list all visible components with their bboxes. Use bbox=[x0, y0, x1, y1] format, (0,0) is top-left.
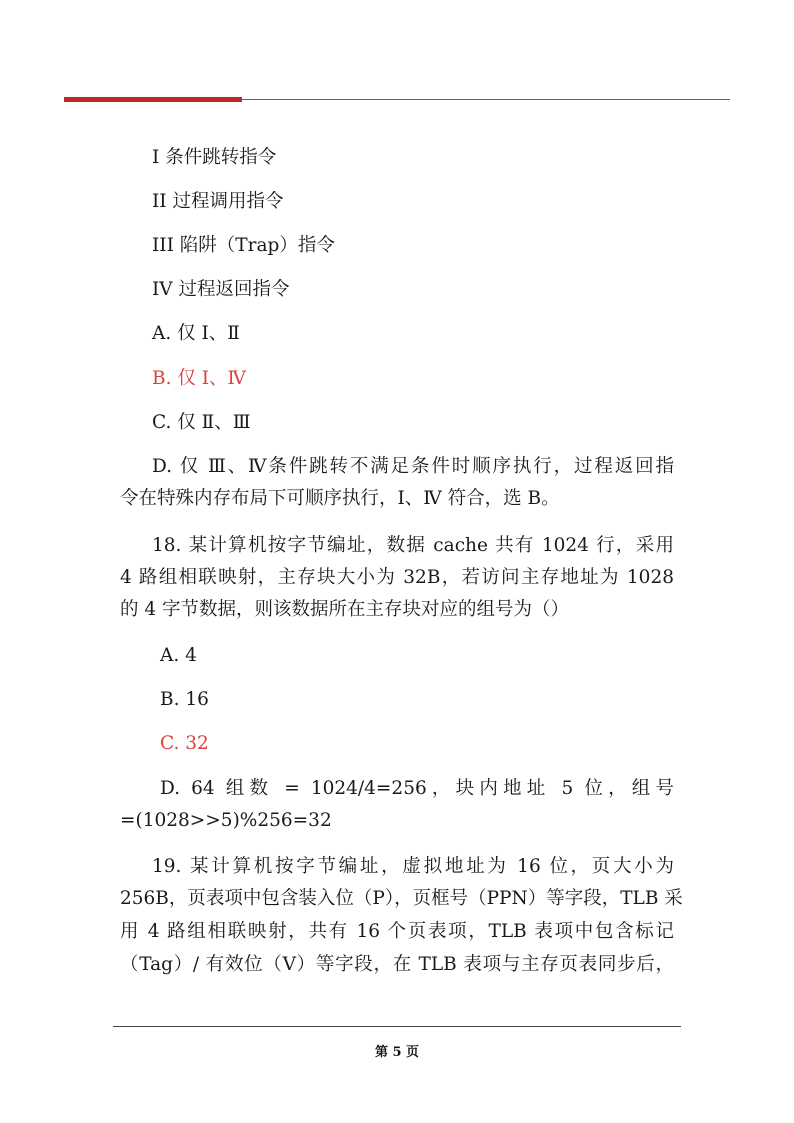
option-a: A. 仅 Ⅰ、Ⅱ bbox=[152, 323, 240, 344]
q18-option-b: B. 16 bbox=[160, 689, 209, 710]
statement-item-2: II 过程调用指令 bbox=[152, 191, 284, 212]
question-19-line2: 256B，页表项中包含装入位（P），页框号（PPN）等字段，TLB 采 bbox=[120, 888, 683, 909]
q18-option-d-explanation-line2: =(1028>>5)%256=32 bbox=[120, 810, 332, 831]
question-19-line3: 用 4 路组相联映射，共有 16 个页表项，TLB 表项中包含标记 bbox=[120, 921, 674, 942]
q18-option-d-explanation-line1: D. 64 组数 = 1024/4=256，块内地址 5 位，组号 bbox=[160, 778, 674, 799]
option-b-answer: B. 仅 Ⅰ、Ⅳ bbox=[152, 368, 247, 389]
statement-item-1: I 条件跳转指令 bbox=[152, 147, 277, 168]
header-rule bbox=[242, 99, 730, 100]
page-number: 第 5 页 bbox=[374, 1045, 420, 1060]
question-18-line2: 4 路组相联映射，主存块大小为 32B，若访问主存地址为 1028 bbox=[120, 567, 674, 588]
option-c: C. 仅 Ⅱ、Ⅲ bbox=[152, 412, 251, 433]
option-d-explanation-line1: D. 仅 Ⅲ、Ⅳ条件跳转不满足条件时顺序执行，过程返回指 bbox=[152, 456, 674, 477]
question-18-line1: 18. 某计算机按字节编址，数据 cache 共有 1024 行，采用 bbox=[152, 535, 674, 556]
question-19-line4: （Tag）/ 有效位（V）等字段，在 TLB 表项与主存页表同步后， bbox=[120, 954, 674, 975]
statement-item-4: IV 过程返回指令 bbox=[152, 279, 290, 300]
footer-rule bbox=[113, 1026, 681, 1027]
statement-item-3: III 陷阱（Trap）指令 bbox=[152, 235, 335, 256]
option-d-explanation-line2: 令在特殊内存布局下可顺序执行，Ⅰ、Ⅳ 符合，选 B。 bbox=[120, 488, 560, 509]
q18-option-c-answer: C. 32 bbox=[160, 733, 209, 754]
question-19-line1: 19. 某计算机按字节编址，虚拟地址为 16 位，页大小为 bbox=[152, 856, 674, 877]
q18-option-a: A. 4 bbox=[160, 645, 197, 666]
question-18-line3: 的 4 字节数据，则该数据所在主存块对应的组号为（） bbox=[120, 599, 570, 620]
header-accent-rule bbox=[64, 97, 242, 102]
